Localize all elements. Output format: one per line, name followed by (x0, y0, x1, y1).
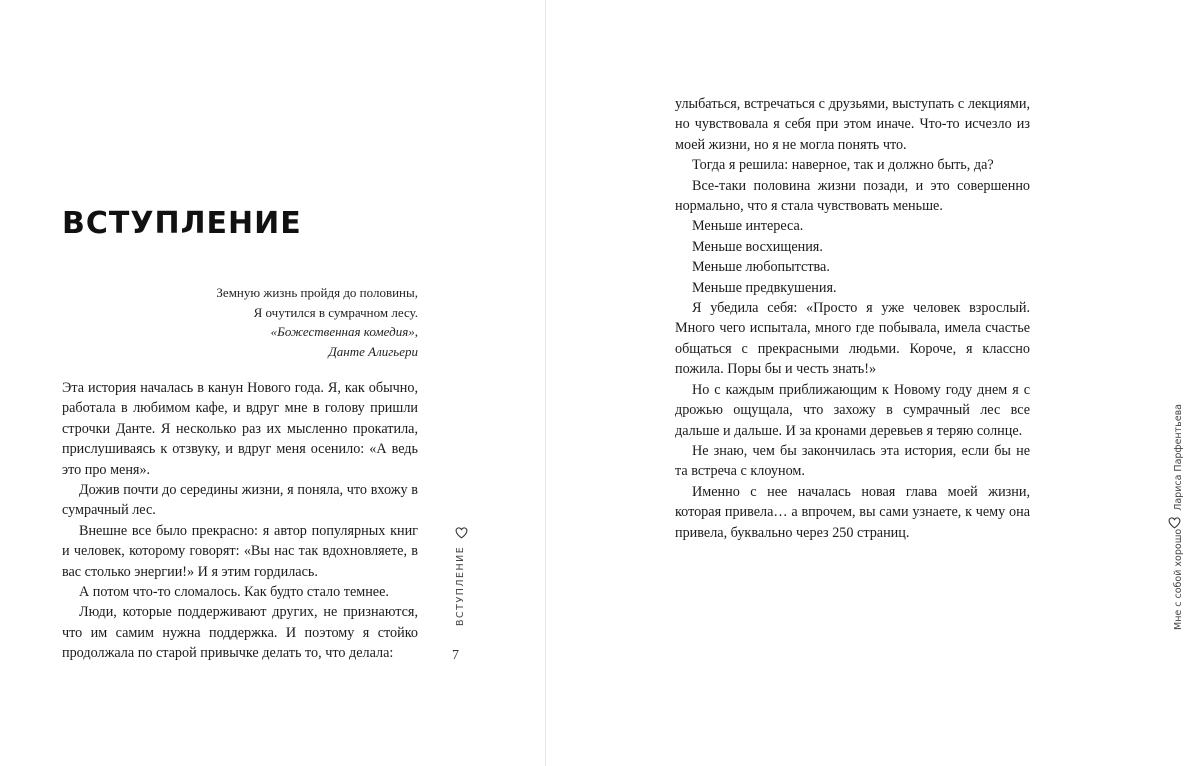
paragraph: А потом что-то сломалось. Как будто стало темнее. (79, 584, 389, 601)
running-head-author: Лариса Парфентьева (1173, 403, 1184, 511)
paragraph: Я убедила себя: «Просто я уже человек взрослый. Много чего испытала, много где побывала, имела счастье общаться с прекрасными людьми. Короче, я классно пожила. Поры бы и честь знать!» (675, 300, 1030, 378)
epigraph (216, 283, 418, 361)
paragraph: Меньше любопытства. (692, 259, 830, 276)
paragraph: Все-таки половина жизни позади, и это совершенно нормально, что я стала чувствовать меньше. (675, 177, 1030, 215)
running-head-book-title: Мне с собой хорошо (1173, 528, 1184, 630)
left-page (0, 0, 545, 766)
heart-icon (455, 527, 468, 539)
paragraph: Эта история началась в канун Нового года. Я, как обычно, работала в любимом кафе, и вдруг мне в голову пришли строчки Данте. Я несколько раз их мысленно прокатила, прислушиваясь к отзвуку, и вдруг меня осенило: «А ведь это про меня». (62, 380, 418, 478)
paragraph: Внешне все было прекрасно: я автор популярных книг и человек, которому говорят: «Вы нас так вдохновляете, в вас столько энергии!» И я этим гордилась. (62, 522, 418, 580)
epigraph-source: «Божественная комедия», (270, 324, 418, 339)
paragraph: Люди, которые поддерживают других, не признаются, что им самим нужна поддержка. И поэтому я стойко продолжала по старой привычке делать то, что делала: (62, 604, 418, 662)
paragraph: Меньше предвкушения. (692, 279, 837, 296)
page-number: 7 (452, 648, 459, 663)
paragraph: Не знаю, чем бы закончилась эта история, если бы не та встреча с клоуном. (675, 442, 1030, 480)
running-head-chapter: ВСТУПЛЕНИЕ (455, 545, 466, 626)
left-body-text (62, 378, 418, 664)
right-body-text (675, 94, 1030, 543)
heart-icon (1168, 517, 1181, 529)
paragraph: улыбаться, встречаться с друзьями, выступать с лекциями, но чувствовала я себя при этом иначе. Что-то исчезло из моей жизни, но я не могла понять что. (675, 96, 1030, 153)
epigraph-author: Данте Алигьери (328, 343, 418, 359)
paragraph: Дожив почти до середины жизни, я поняла, что вхожу в сумрачный лес. (62, 482, 418, 519)
paragraph: Именно с нее началась новая глава моей жизни, которая привела… а впрочем, вы сами узнаете, к чему она привела, буквально через 250 страниц. (675, 483, 1030, 541)
paragraph: Тогда я решила: наверное, так и должно быть, да? (692, 157, 994, 174)
paragraph: Но с каждым приближающим к Новому году днем я с дрожью ощущала, что захожу в сумрачный лес все дальше и дальше. И за кронами деревьев я теряю солнце. (675, 381, 1030, 439)
paragraph: Меньше восхищения. (692, 238, 823, 255)
chapter-title: ВСТУПЛЕНИЕ (62, 206, 302, 241)
epigraph-line: Я очутился в сумрачном лесу. (253, 304, 418, 320)
epigraph-line: Земную жизнь пройдя до половины, (216, 285, 418, 300)
paragraph: Меньше интереса. (692, 218, 804, 235)
